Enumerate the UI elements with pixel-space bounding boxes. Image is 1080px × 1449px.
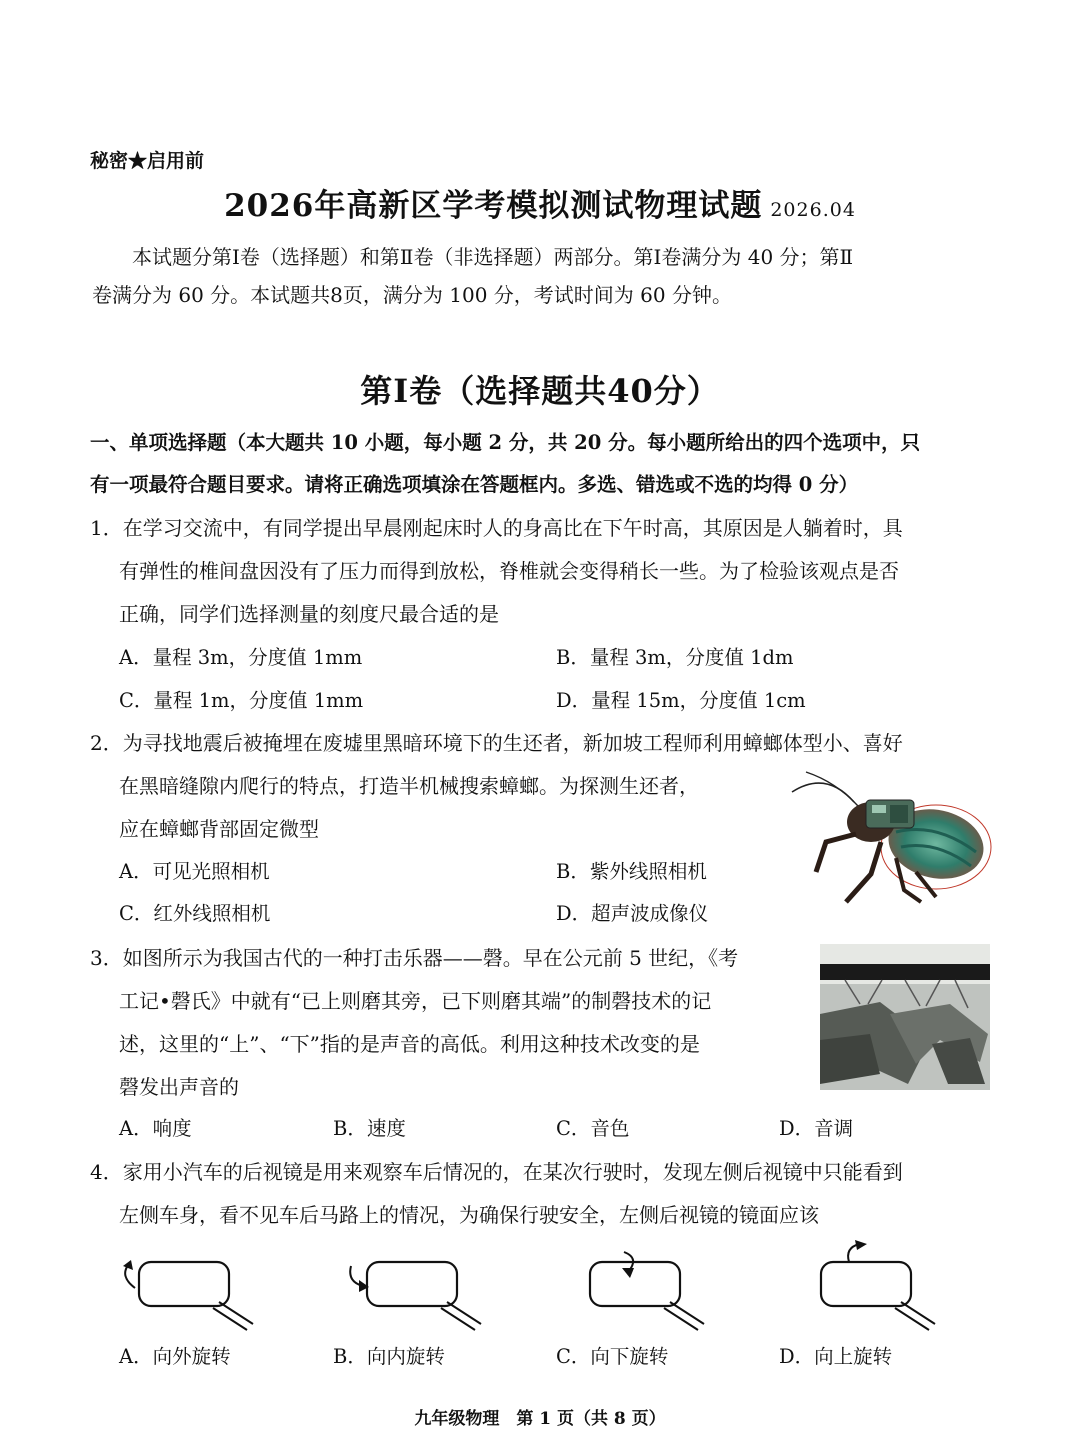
mirror-rotate-up-icon (793, 1240, 943, 1332)
q1-option-a: A．量程 3m，分度值 1mm (119, 646, 363, 669)
q4-option-a: A．向外旋转 (119, 1345, 231, 1368)
q2-line-3: 应在蟑螂背部固定微型 (119, 817, 319, 841)
q2-line-1: 2．为寻找地震后被掩埋在废墟里黑暗环境下的生还者，新加坡工程师利用蟑螂体型小、喜好 (90, 731, 903, 755)
q2-option-b: B．紫外线照相机 (556, 860, 707, 883)
q4-line-1: 4．家用小汽车的后视镜是用来观察车后情况的，在某次行驶时，发现左侧后视镜中只能看到 (90, 1160, 903, 1184)
q1-option-c: C．量程 1m，分度值 1mm (119, 689, 364, 712)
mirror-rotate-down-icon (568, 1248, 718, 1332)
intro-line-2: 卷满分为 60 分。本试题共8页，满分为 100 分，考试时间为 60 分钟。 (92, 283, 732, 307)
part-heading-line-1: 一、单项选择题（本大题共 10 小题，每小题 2 分，共 20 分。每小题所给出的四个选项中，只 (90, 431, 921, 454)
q1-option-d: D．量程 15m，分度值 1cm (556, 689, 806, 712)
q3-option-d: D．音调 (779, 1117, 854, 1140)
q3-option-b: B．速度 (333, 1117, 406, 1140)
q1-option-b: B．量程 3m，分度值 1dm (556, 646, 794, 669)
mirror-rotate-outward-icon (115, 1252, 265, 1332)
confidential-label: 秘密★启用前 (90, 150, 205, 172)
exam-title (0, 180, 1080, 225)
q1-line-1: 1．在学习交流中，有同学提出早晨刚起床时人的身高比在下午时高，其原因是人躺着时，具 (90, 516, 903, 540)
chime-stone-photo (820, 944, 990, 1090)
exam-title-text: 2026年高新区学考模拟测试物理试题 (224, 188, 763, 224)
intro-line-1: 本试题分第Ⅰ卷（选择题）和第Ⅱ卷（非选择题）两部分。第Ⅰ卷满分为 40 分；第Ⅱ (132, 245, 854, 269)
q1-line-2: 有弹性的椎间盘因没有了压力而得到放松，脊椎就会变得稍长一些。为了检验该观点是否 (119, 559, 899, 583)
part-heading-line-2: 有一项最符合题目要求。请将正确选项填涂在答题框内。多选、错选或不选的均得 0 分） (90, 473, 859, 496)
q1-line-3: 正确，同学们选择测量的刻度尺最合适的是 (119, 602, 499, 626)
exam-date: 2026.04 (770, 199, 856, 221)
cyborg-cockroach-photo (786, 762, 998, 912)
mirror-rotate-inward-icon (343, 1252, 493, 1332)
q2-option-d: D．超声波成像仪 (556, 902, 709, 925)
q4-option-d: D．向上旋转 (779, 1345, 893, 1368)
q4-line-2: 左侧车身，看不见车后马路上的情况，为确保行驶安全，左侧后视镜的镜面应该 (119, 1203, 819, 1227)
q3-option-a: A．响度 (119, 1117, 192, 1140)
q3-line-4: 磬发出声音的 (119, 1075, 239, 1099)
q3-line-3: 述，这里的“上”、“下”指的是声音的高低。利用这种技术改变的是 (119, 1032, 700, 1056)
q3-option-c: C．音色 (556, 1117, 630, 1140)
section-title: 第Ⅰ卷（选择题共40分） (360, 372, 720, 410)
q3-line-2: 工记•磬氏》中就有“已上则磨其旁，已下则磨其端”的制磬技术的记 (119, 989, 712, 1013)
q2-option-c: C．红外线照相机 (119, 902, 271, 925)
q2-line-2: 在黑暗缝隙内爬行的特点，打造半机械搜索蟑螂。为探测生还者， (119, 774, 699, 798)
q4-option-c: C．向下旋转 (556, 1345, 669, 1368)
q2-option-a: A．可见光照相机 (119, 860, 270, 883)
q3-line-1: 3．如图所示为我国古代的一种打击乐器——磬。早在公元前 5 世纪，《考 (90, 946, 739, 970)
page-footer: 九年级物理 第 1 页（共 8 页） (414, 1409, 666, 1429)
q4-option-b: B．向内旋转 (333, 1345, 445, 1368)
